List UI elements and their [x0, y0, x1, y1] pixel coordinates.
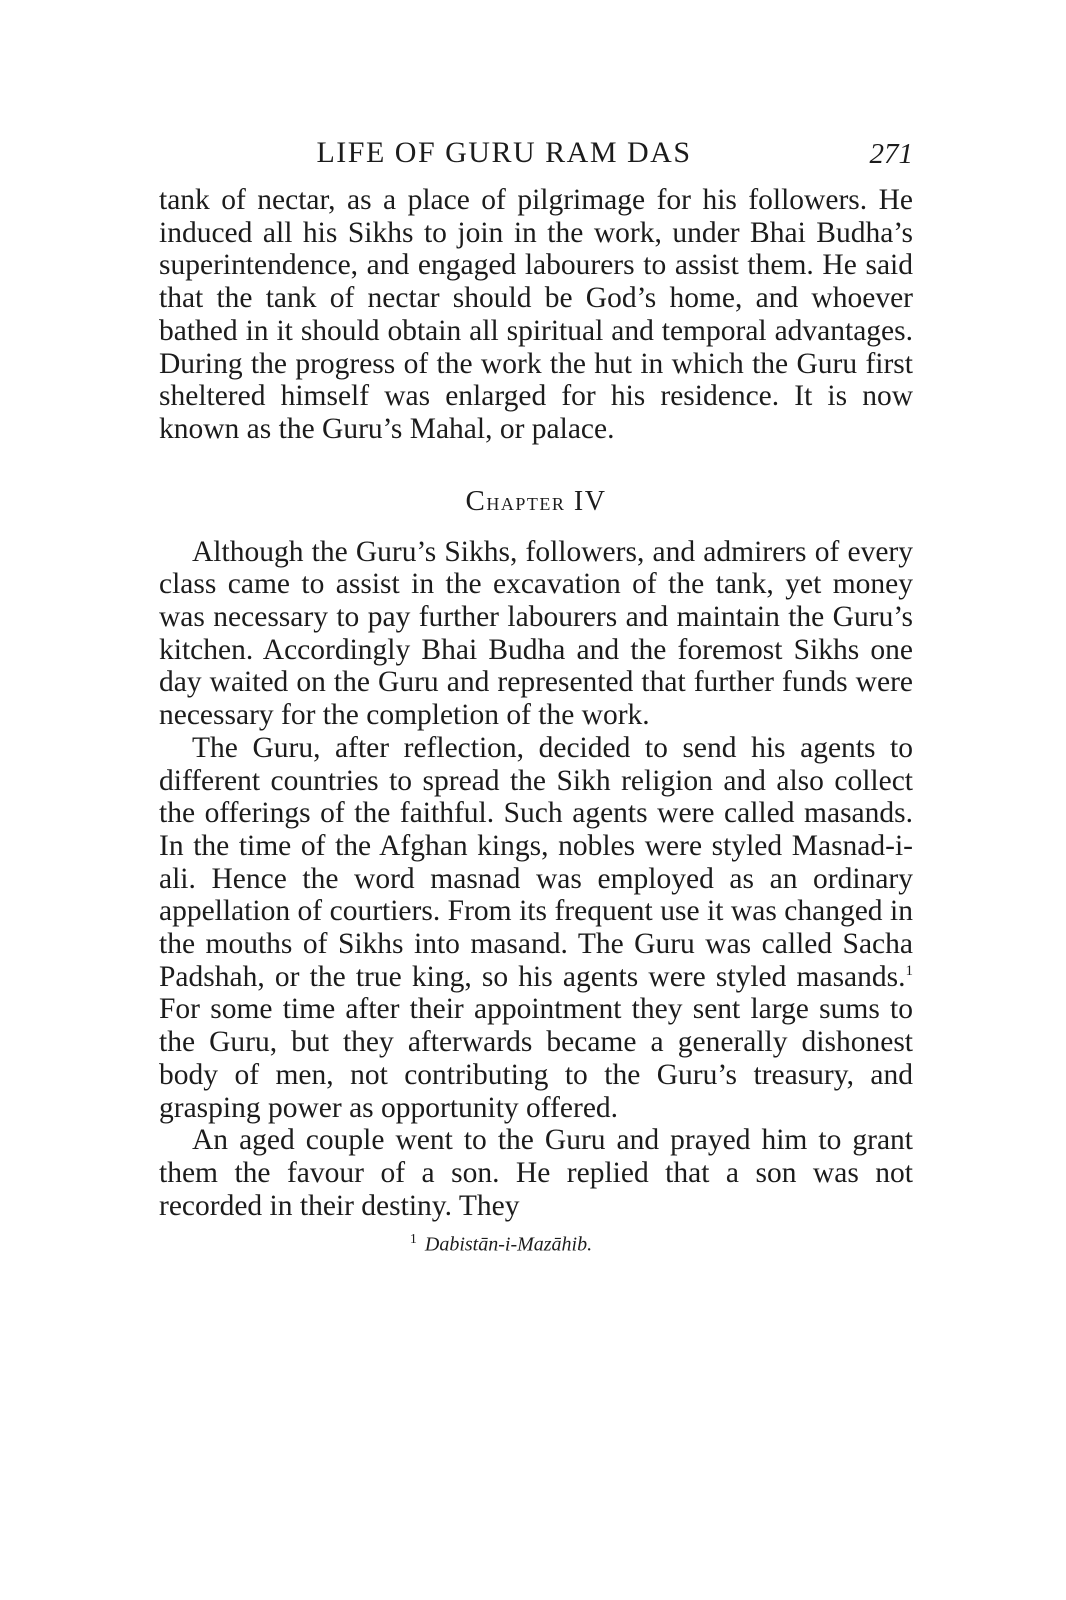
paragraph-excavation: Although the Guru’s Sikhs, followers, and admirers of every class came to assist in the excavation of the tank, yet money was necessary to pay further labourers and maintain the Guru’s kitchen. Accordingly Bhai Budha and the foremost Sikhs one day waited on the Guru and represented that further funds were necessary for the completion of the work. [159, 535, 913, 732]
paragraph-masands-text: The Guru, after reflection, decided to send his agents to different countries to spread the Sikh religion and also collect the offerings of the faithful. Such agents were called masands. In the time of the Afghan kings, nobles were styled Masnad-i-ali. Hence the word masnad was employed as an ordinary appellation of courtiers. From its frequent use it was changed in the mouths of Sikhs into masand. The Guru was called Sacha Padshah, or the true king, so his agents were styled masands. [159, 731, 913, 993]
footnote-reference: 1 [905, 962, 913, 979]
paragraph-continued: tank of nectar, as a place of pilgrimage for his followers. He induced all his Sikhs to join in the work, under Bhai Budha’s superintendence, and engaged labourers to assist them. He said that the tank of nectar should be God’s home, and whoever bathed in it should obtain all spiritual and temporal advantages. During the progress of the work the hut in which the Guru first sheltered himself was enlarged for his residence. It is now known as the Guru’s Mahal, or palace. [159, 184, 913, 445]
footnote-marker: 1 [409, 1232, 417, 1248]
paragraph-masands-text-continued: For some time after their appointment they sent large sums to the Guru, but they afterwards became a generally dishonest body of men, not contributing to the Guru’s treasury, and grasping power as opportunity offered. [159, 993, 913, 1124]
book-page [159, 130, 913, 1257]
page-number: 271 [869, 138, 913, 170]
running-title: LIFE OF GURU RAM DAS [316, 136, 692, 169]
chapter-numeral: IV [573, 485, 607, 517]
chapter-heading [159, 485, 913, 518]
paragraph-masands [159, 732, 913, 1124]
chapter-heading-word: hapter [486, 486, 566, 516]
footnote [159, 1232, 913, 1257]
paragraph-aged-couple: An aged couple went to the Guru and prayed him to grant them the favour of a son. He replied that a son was not recorded in their destiny. They [159, 1124, 913, 1222]
footnote-text: Dabistān-i-Mazāhib. [424, 1234, 593, 1257]
chapter-heading-initial: C [465, 484, 487, 517]
running-head [159, 130, 913, 174]
